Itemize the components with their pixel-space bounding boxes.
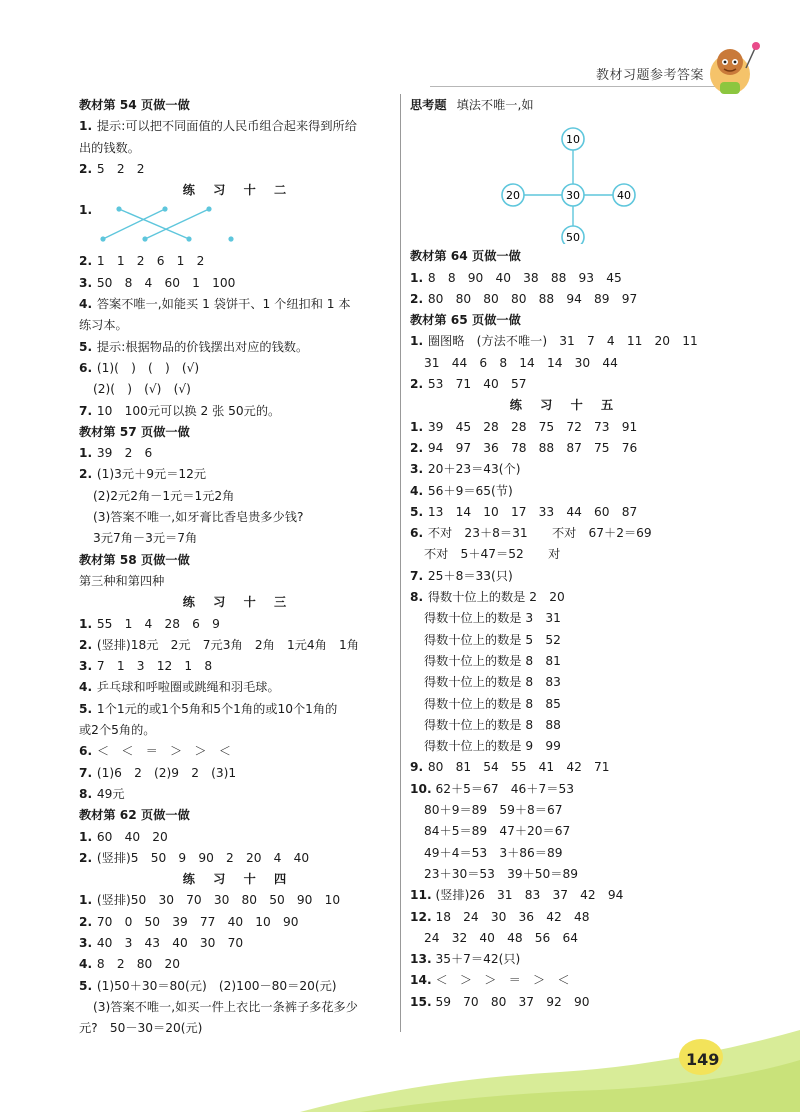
answer-text: 70 0 50 39 77 40 10 90: [96, 914, 299, 929]
answer-text: 1个1元的或1个5角和5个1角的或10个1角的: [96, 701, 338, 716]
answer-text: 94 97 36 78 88 87 75 76: [427, 440, 638, 455]
answer-text: 答案不唯一,如能买 1 袋饼干、1 个纽扣和 1 本: [96, 297, 351, 312]
answer-text: 40 3 43 40 30 70: [96, 935, 244, 950]
answer-text: 不对 5＋47＝52 对: [424, 547, 561, 562]
think-text: 填法不唯一,如: [456, 98, 534, 112]
answer-text: 10 100元可以换 2 张 50元的。: [96, 403, 281, 418]
answer-text: 20＋23＝43(个): [427, 462, 521, 477]
answer-text: 得数十位上的数是 3 31: [424, 611, 561, 626]
left-column: 教材第 54 页做一做 1. 提示:可以把不同面值的人民币组合起来得到所给 出的钱数。 2. 5 2 2 练 习 十 二 1. 2. 1 1 2 6 1 2 3. 50 8 4 60 1 100 4. 答案不唯一,如能买 1 袋饼干、1 个纽扣和 1 本 练习本。 5. 提示:根据物品的价钱摆出对应的钱数。 6. (1)( ) ( ) (√) (2)( ) (√) (√) 7. 10 100元可以换 2 张 50元的。 教材第 57 页做一做 1. 39 2 6 2. (1)3元＋9元＝12元 (2)2元2角－1元＝1元2角 (3)答案不唯一,如牙膏比香皂贵多少钱? 3元7角－3元＝7角 教材第 58 页做一做 第三种和第四种 练 习 十 三 1. 55 1 4 28 6 9 2. (竖排)18元 2元 7元3角 2角 1元4角 1角 3. 7 1 3 12 1 8 4. 乒乓球和呼啦圈或跳绳和羽毛球。 5. 1个1元的或1个5角和5个1角的或10个1角的 或2个5角的。 6. ＜ ＜ ＝ ＞ ＞ ＜ 7. (1)6 2 (2)9 2 (3)1 8. 49元 教材第 62 页做一做 1. 60 40 20 2. (竖排)5 50 9 90 2 20 4 40 练 习 十 四 1. (竖排)50 30 70 30 80 50 90 10 2. 70 0 50 39 77 40 10 90 3. 40 3 43 40 30 70 4. 8 2 80 20 5. (1)50＋30＝80(元) (2)100－80＝20(元) (3)答案不唯一,如买一件上衣比一条裤子多花多少 元? 50－30＝20(元): [79, 95, 397, 1039]
answer-text: ＜ ＜ ＝ ＞ ＞ ＜: [96, 744, 231, 759]
answer-text: 55 1 4 28 6 9: [96, 616, 220, 631]
answer-text: (1)3元＋9元＝12元: [96, 467, 207, 482]
column-divider: [400, 94, 401, 1032]
answer-text: (3)答案不唯一,如买一件上衣比一条裤子多花多少: [93, 999, 358, 1014]
answer-text: (2)2元2角－1元＝1元2角: [93, 488, 235, 503]
answer-text: 80＋9＝89 59＋8＝67: [424, 803, 563, 818]
dot: [162, 207, 167, 212]
answer-text: 18 24 30 36 42 48: [435, 909, 590, 924]
answer-text: 乒乓球和呼啦圈或跳绳和羽毛球。: [96, 680, 280, 695]
exercise-title: 练 习 十 五: [509, 398, 621, 413]
answer-text: (竖排)26 31 83 37 42 94: [435, 888, 624, 903]
answer-text: (1)( ) ( ) (√): [96, 360, 200, 375]
node-left: 20: [506, 189, 520, 203]
node-center: 30: [566, 189, 580, 203]
answer-text: 49＋4＝53 3＋86＝89: [424, 845, 563, 860]
answer-text: 59 70 80 37 92 90: [435, 994, 590, 1009]
page-header-title: 教材习题参考答案: [596, 68, 705, 83]
dot: [116, 207, 121, 212]
answer-text: 60 40 20: [96, 829, 168, 844]
answer-text: (竖排)50 30 70 30 80 50 90 10: [96, 893, 341, 908]
node-right: 40: [617, 189, 631, 203]
answer-text: 元? 50－30＝20(元): [79, 1021, 203, 1036]
answer-text: 53 71 40 57: [427, 377, 527, 392]
answer-line: [79, 116, 397, 137]
answer-text: 得数十位上的数是 8 83: [424, 675, 561, 690]
answer-text: 得数十位上的数是 8 88: [424, 717, 561, 732]
answer-text: 练习本。: [79, 318, 128, 333]
section-title: 教材第 54 页做一做: [79, 98, 190, 112]
answer-text: (1)6 2 (2)9 2 (3)1: [96, 765, 237, 780]
answer-text: 39 2 6: [96, 446, 153, 461]
section-title: 教材第 64 页做一做: [410, 249, 521, 264]
answer-text: (3)答案不唯一,如牙膏比香皂贵多少钱?: [93, 510, 304, 525]
answer-text: 得数十位上的数是 8 81: [424, 653, 561, 668]
answer-text: 50 8 4 60 1 100: [96, 275, 236, 290]
answer-text: 80 81 54 55 41 42 71: [427, 760, 610, 775]
answer-text: 1 1 2 6 1 2: [96, 254, 205, 269]
answer-text: (竖排)5 50 9 90 2 20 4 40: [96, 850, 310, 865]
section-title: 教材第 62 页做一做: [79, 808, 190, 823]
dot: [206, 207, 211, 212]
dot: [228, 237, 233, 242]
answer-text: 56＋9＝65(节): [427, 483, 513, 498]
right-column: 思考题 填法不唯一,如 10 20 30 40 50 教材第 64 页做一做 1. 8 8 90 40 38 88 93 45 2. 80 80 80 80 88 94 89 97 教材第 65 页做一做 1. 圈图略 (方法不唯一) 31 7 4 11 20 11 31 44 6 8 14 14 30 44 2. 53 71 40 57 练 习 十 五 1. 39 45 28 28 75 72 73 91 2. 94 97 36 78 88 87 75 76 3. 20＋23＝43(个) 4. 56＋9＝65(节) 5. 13 14 10 17 33 44 60 87 6. 不对 23＋8＝31 不对 67＋2＝69 不对 5＋47＝52 对 7. 25＋8＝33(只) 8. 得数十位上的数是 2 20 得数十位上的数是 3 31 得数十位上的数是 5 52 得数十位上的数是 8 81 得数十位上的数是 8 83 得数十位上的数是 8 85 得数十位上的数是 8 88 得数十位上的数是 9 99 9. 80 81 54 55 41 42 71 10. 62＋5＝67 46＋7＝53 80＋9＝89 59＋8＝67 84＋5＝89 47＋20＝67 49＋4＝53 3＋86＝89 23＋30＝53 39＋50＝89 11. (竖排)26 31 83 37 42 94 12. 18 24 30 36 42 48 24 32 40 48 56 64 13. 35＋7＝42(只) 14. ＜ ＞ ＞ ＝ ＞ ＜ 15. 59 70 80 37 92 90: [410, 95, 720, 1013]
section-title: 教材第 65 页做一做: [410, 313, 521, 328]
answer-text: ＜ ＞ ＞ ＝ ＞ ＜: [435, 973, 570, 988]
answer-text: 不对 23＋8＝31 不对 67＋2＝69: [427, 526, 652, 541]
answer-text: 圈图略 (方法不唯一) 31 7 4 11 20 11: [427, 334, 698, 349]
answer-line: 2. 5 2 2: [79, 161, 145, 176]
answer-text: 3元7角－3元＝7角: [93, 531, 198, 546]
think-title: 思考题: [410, 98, 447, 112]
answer-text: (竖排)18元 2元 7元3角 2角 1元4角 1角: [96, 637, 359, 652]
answer-text: (2)( ) (√) (√): [93, 382, 191, 397]
answer-text: 80 80 80 80 88 94 89 97: [427, 291, 638, 306]
answer-text: 8 2 80 20: [96, 957, 180, 972]
number-cross-diagram: [410, 116, 720, 246]
answer-text: 25＋8＝33(只): [427, 568, 513, 583]
answer-text: 23＋30＝53 39＋50＝89: [424, 866, 578, 881]
node-bottom: 50: [566, 231, 580, 245]
exercise-title: 练 习 十 四: [182, 872, 294, 887]
answer-text: 得数十位上的数是 8 85: [424, 696, 561, 711]
answer-text: 49元: [96, 786, 125, 801]
dot: [186, 237, 191, 242]
answer-text: 第三种和第四种: [79, 573, 165, 588]
answer-text: 出的钱数。: [79, 140, 140, 155]
dot: [142, 237, 147, 242]
page-number: 149: [686, 1050, 720, 1069]
answer-text: 8 8 90 40 38 88 93 45: [427, 270, 622, 285]
matching-diagram: 1.: [79, 201, 397, 251]
header-rule: [430, 86, 720, 87]
answer-line: [79, 138, 397, 159]
answer-text: 39 45 28 28 75 72 73 91: [427, 419, 638, 434]
dot: [100, 237, 105, 242]
answer-text: 得数十位上的数是 2 20: [427, 590, 565, 605]
answer-text: 5 2 2: [96, 161, 145, 176]
answer-text: 或2个5角的。: [79, 723, 156, 738]
exercise-title: 练 习 十 二: [182, 183, 294, 198]
answer-text: 35＋7＝42(只): [435, 952, 521, 967]
section-title: 教材第 58 页做一做: [79, 552, 190, 567]
answer-text: 84＋5＝89 47＋20＝67: [424, 824, 571, 839]
mascot-icon: [706, 40, 768, 98]
answer-text: 62＋5＝67 46＋7＝53: [435, 781, 574, 796]
answer-text: 得数十位上的数是 9 99: [424, 739, 561, 754]
answer-text: 13 14 10 17 33 44 60 87: [427, 504, 638, 519]
section-title: 教材第 57 页做一做: [79, 424, 190, 439]
answer-text: 24 32 40 48 56 64: [424, 930, 578, 945]
node-top: 10: [566, 133, 580, 147]
answer-text: 提示:可以把不同面值的人民币组合起来得到所给: [96, 119, 357, 134]
answer-text: 7 1 3 12 1 8: [96, 659, 213, 674]
exercise-title: 练 习 十 三: [182, 595, 294, 610]
answer-text: 提示:根据物品的价钱摆出对应的钱数。: [96, 339, 309, 354]
item-number: 1.: [79, 119, 93, 134]
answer-text: 31 44 6 8 14 14 30 44: [424, 355, 618, 370]
answer-text: 得数十位上的数是 5 52: [424, 632, 561, 647]
answer-text: (1)50＋30＝80(元) (2)100－80＝20(元): [96, 978, 337, 993]
